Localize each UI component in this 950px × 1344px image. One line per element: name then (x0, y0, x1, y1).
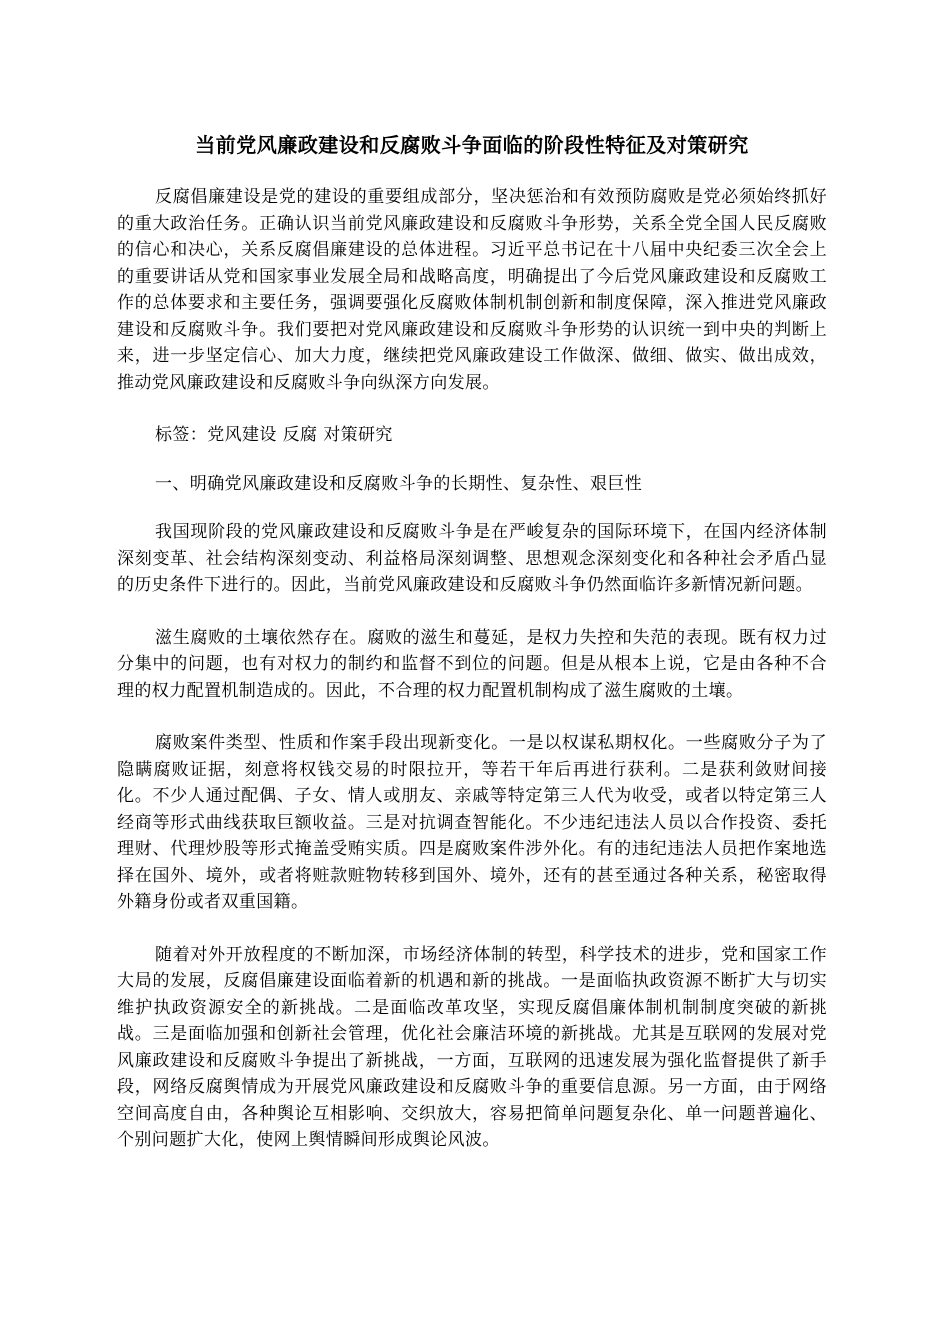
body-paragraph: 滋生腐败的土壤依然存在。腐败的滋生和蔓延，是权力失控和失范的表现。既有权力过分集中的问题，也有对权力的制约和监督不到位的问题。但是从根本上说，它是由各种不合理的权力配置机制造成的。因此，不合理的权力配置机制构成了滋生腐败的土壤。 (117, 627, 827, 701)
body-paragraph: 我国现阶段的党风廉政建设和反腐败斗争是在严峻复杂的国际环境下，在国内经济体制深刻变革、社会结构深刻变动、利益格局深刻调整、思想观念深刻变化和各种社会矛盾凸显的历史条件下进行的。因此，当前党风廉政建设和反腐败斗争仍然面临许多新情况新问题。 (117, 522, 827, 595)
document-page (117, 132, 827, 1180)
tags-line: 标签：党风建设 反腐 对策研究 (155, 425, 393, 445)
body-paragraph: 腐败案件类型、性质和作案手段出现新变化。一是以权谋私期权化。一些腐败分子为了隐瞒腐败证据，刻意将权钱交易的时限拉开，等若干年后再进行获利。二是获利敛财间接化。不少人通过配偶、子女、情人或朋友、亲戚等特定第三人代为收受，或者以特定第三人经商等形式曲线获取巨额收益。三是对抗调查智能化。不少违纪违法人员以合作投资、委托理财、代理炒股等形式掩盖受贿实质。四是腐败案件涉外化。有的违纪违法人员把作案地选择在国外、境外，或者将赃款赃物转移到国外、境外，还有的甚至通过各种关系，秘密取得外籍身份或者双重国籍。 (117, 733, 827, 912)
document-title: 当前党风廉政建设和反腐败斗争面临的阶段性特征及对策研究 (195, 133, 749, 157)
section-heading: 一、明确党风廉政建设和反腐败斗争的长期性、复杂性、艰巨性 (155, 473, 643, 494)
intro-paragraph: 反腐倡廉建设是党的建设的重要组成部分，坚决惩治和有效预防腐败是党必须始终抓好的重大政治任务。正确认识当前党风廉政建设和反腐败斗争形势，关系全党全国人民反腐败的信心和决心，关系反腐倡廉建设的总体进程。习近平总书记在十八届中央纪委三次全会上的重要讲话从党和国家事业发展全局和战略高度，明确提出了今后党风廉政建设和反腐败工作的总体要求和主要任务，强调要强化反腐败体制机制创新和制度保障，深入推进党风廉政建设和反腐败斗争。我们要把对党风廉政建设和反腐败斗争形势的认识统一到中央的判断上来，进一步坚定信心、加大力度，继续把党风廉政建设工作做深、做细、做实、做出成效，推动党风廉政建设和反腐败斗争向纵深方向发展。 (117, 187, 827, 393)
body-paragraph: 随着对外开放程度的不断加深，市场经济体制的转型，科学技术的进步，党和国家工作大局的发展，反腐倡廉建设面临着新的机遇和新的挑战。一是面临执政资源不断扩大与切实维护执政资源安全的新挑战。二是面临改革攻坚，实现反腐倡廉体制机制制度突破的新挑战。三是面临加强和创新社会管理，优化社会廉洁环境的新挑战。尤其是互联网的发展对党风廉政建设和反腐败斗争提出了新挑战，一方面，互联网的迅速发展为强化监督提供了新手段，网络反腐舆情成为开展党风廉政建设和反腐败斗争的重要信息源。另一方面，由于网络空间高度自由，各种舆论互相影响、交织放大，容易把简单问题复杂化、单一问题普遍化、个别问题扩大化，使网上舆情瞬间形成舆论风波。 (117, 944, 827, 1150)
